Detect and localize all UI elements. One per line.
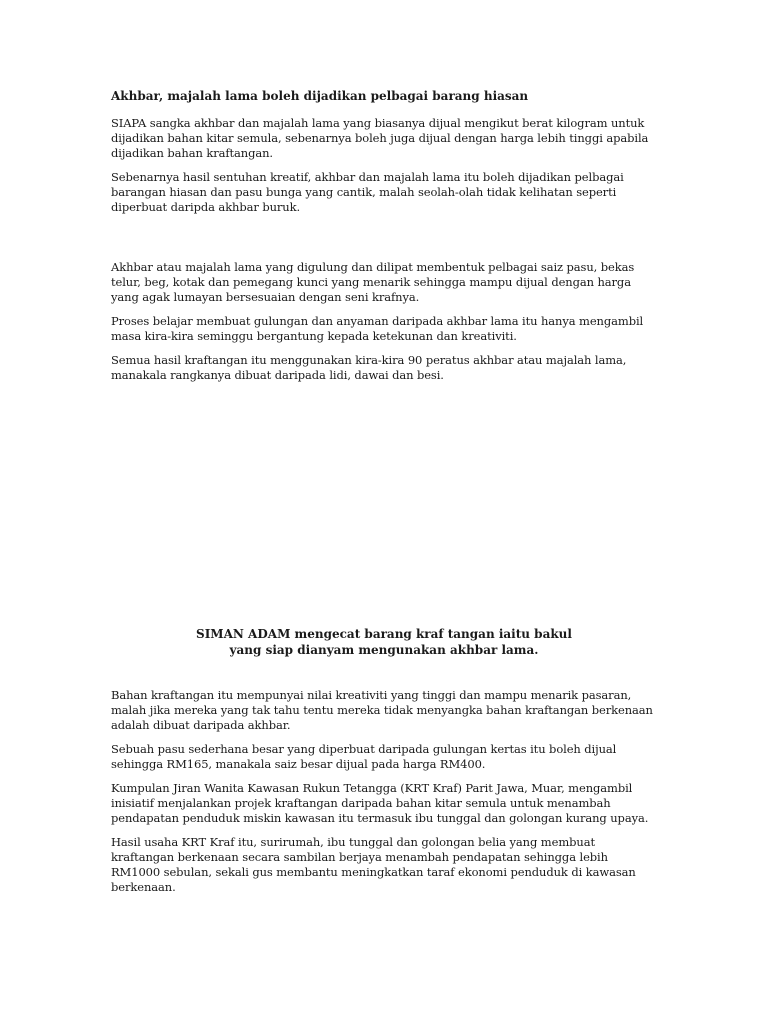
paragraph: Sebenarnya hasil sentuhan kreatif, akhbar dan majalah lama itu boleh dijadikan pelbagai barangan hiasan dan pasu bunga yang cantik, malah seolah-olah tidak kelihatan seperti diperbuat daripda akhbar buruk.	[111, 170, 624, 214]
caption-line: yang siap dianyam mengunakan akhbar lama.	[229, 643, 539, 657]
article-body-bottom-2	[111, 742, 659, 772]
article-body-middle-2	[111, 314, 659, 344]
article-body-top-2	[111, 170, 659, 215]
caption-line: SIMAN ADAM mengecat barang kraf tangan iaitu bakul	[196, 627, 572, 641]
paragraph: SIAPA sangka akhbar dan majalah lama yang biasanya dijual mengikut berat kilogram untuk dijadikan bahan kitar semula, sebenarnya boleh juga dijual dengan harga lebih tinggi apabila dijadikan bahan kraftangan.	[111, 116, 649, 160]
paragraph: Bahan kraftangan itu mempunyai nilai kreativiti yang tinggi dan mampu menarik pasaran, malah jika mereka yang tak tahu tentu mereka tidak menyangka bahan kraftangan berkenaan adalah dibuat daripada akhbar.	[111, 688, 653, 732]
article-body-top	[111, 116, 659, 161]
article-body-bottom-4	[111, 835, 659, 895]
paragraph: Akhbar atau majalah lama yang digulung dan dilipat membentuk pelbagai saiz pasu, bekas telur, beg, kotak dan pemegang kunci yang menarik sehingga mampu dijual dengan harga yang agak lumayan bersesuaian dengan seni krafnya.	[111, 260, 635, 304]
photo-caption	[0, 626, 768, 658]
paragraph: Hasil usaha KRT Kraf itu, surirumah, ibu tunggal dan golongan belia yang membuat kraftangan berkenaan secara sambilan berjaya menambah pendapatan sehingga lebih RM1000 sebulan, sekali gus membantu meningkatkan taraf ekonomi penduduk di kawasan berkenaan.	[111, 835, 636, 894]
article-headline: Akhbar, majalah lama boleh dijadikan pelbagai barang hiasan	[111, 89, 529, 103]
paragraph: Semua hasil kraftangan itu menggunakan kira-kira 90 peratus akhbar atau majalah lama, manakala rangkanya dibuat daripada lidi, dawai dan besi.	[111, 353, 627, 382]
article-body-middle-1	[111, 260, 659, 305]
article-body-bottom-1	[111, 688, 659, 733]
article-body-bottom-3	[111, 781, 659, 826]
paragraph: Proses belajar membuat gulungan dan anyaman daripada akhbar lama itu hanya mengambil masa kira-kira seminggu bergantung kepada ketekunan dan kreativiti.	[111, 314, 644, 343]
article-body-middle-3	[111, 353, 659, 383]
paragraph: Kumpulan Jiran Wanita Kawasan Rukun Tetangga (KRT Kraf) Parit Jawa, Muar, mengambil inisiatif menjalankan projek kraftangan daripada bahan kitar semula untuk menambah pendapatan penduduk miskin kawasan itu termasuk ibu tunggal dan golongan kurang upaya.	[111, 781, 649, 825]
paragraph: Sebuah pasu sederhana besar yang diperbuat daripada gulungan kertas itu boleh dijual sehingga RM165, manakala saiz besar dijual pada harga RM400.	[111, 742, 617, 771]
